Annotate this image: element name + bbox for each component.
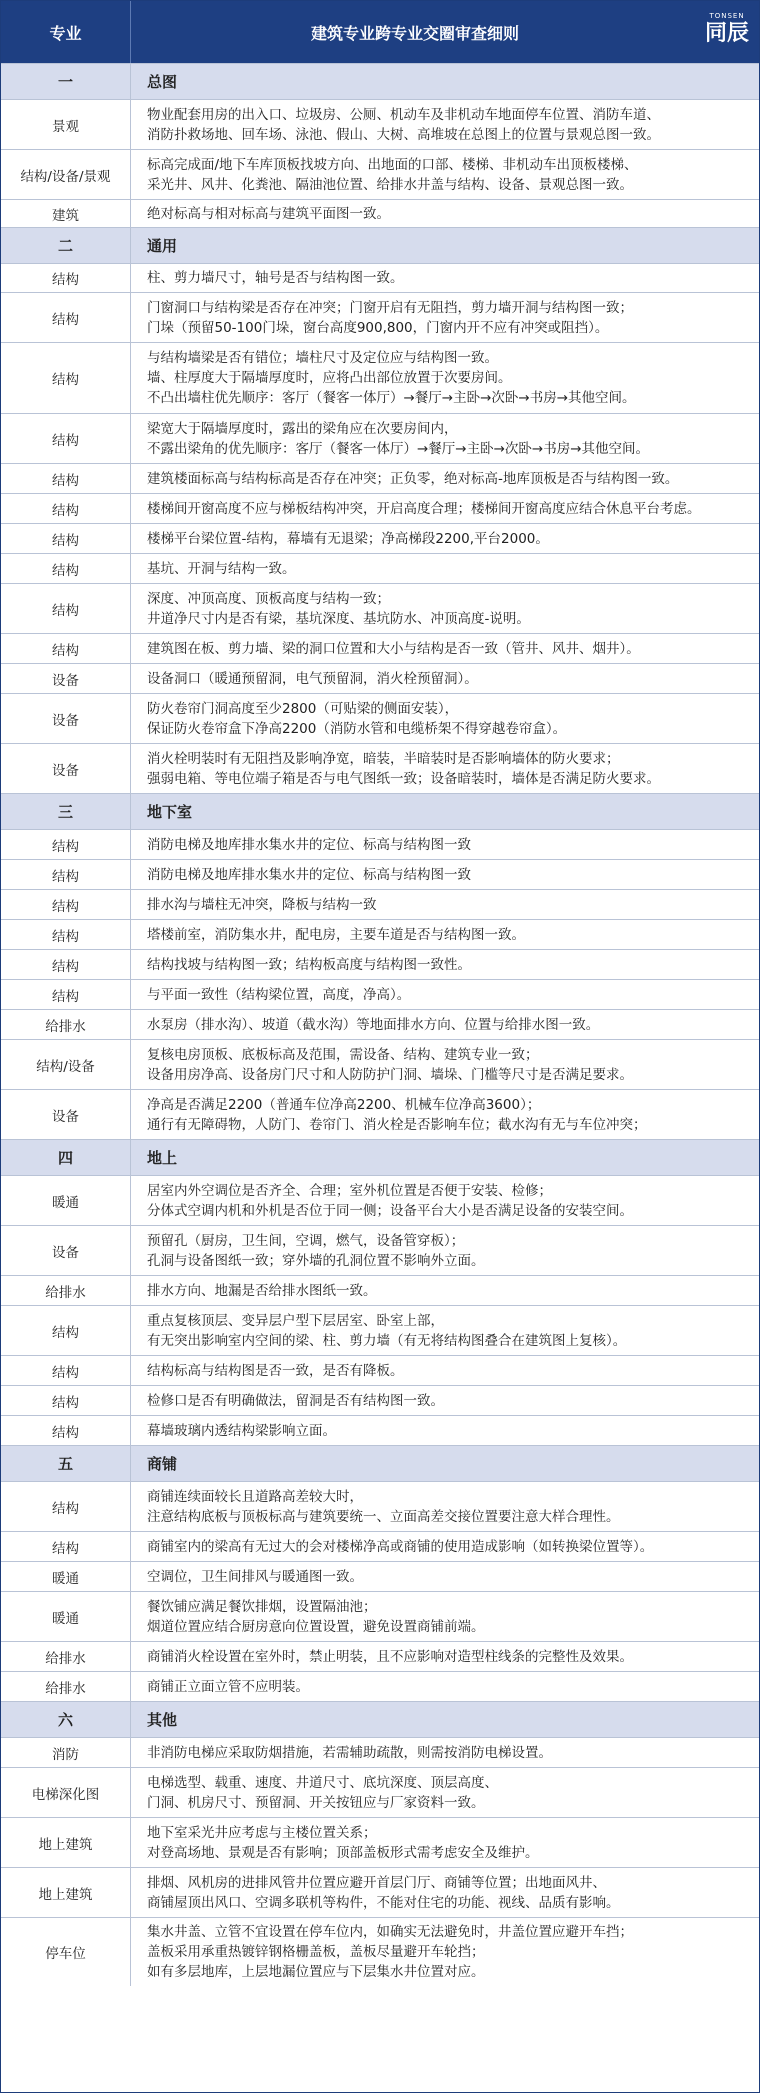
discipline-cell: 设备	[1, 744, 131, 793]
requirement-line: 其他	[147, 1710, 178, 1729]
requirement-line: 通用	[147, 236, 178, 255]
table-row	[1, 263, 759, 292]
table-row	[1, 1481, 759, 1531]
requirement-line: 防火卷帘门洞高度至少2800（可贴梁的侧面安装），	[147, 700, 459, 717]
discipline-cell: 结构	[1, 980, 131, 1009]
requirement-line: 总图	[147, 72, 178, 91]
discipline-cell: 电梯深化图	[1, 1768, 131, 1817]
discipline-cell: 给排水	[1, 1010, 131, 1039]
requirement-line: 重点复核顶层、变异层户型下层居室、卧室上部，	[147, 1312, 444, 1329]
discipline-cell: 结构	[1, 554, 131, 583]
requirement-line: 门窗洞口与结构梁是否存在冲突；门窗开启有无阻挡，剪力墙开洞与结构图一致；	[147, 299, 633, 316]
requirement-line: 塔楼前室，消防集水井，配电房，主要车道是否与结构图一致。	[147, 926, 525, 943]
table-row	[1, 553, 759, 583]
requirement-cell	[131, 1532, 759, 1561]
requirement-cell	[131, 950, 759, 979]
discipline-cell: 结构	[1, 1356, 131, 1385]
requirement-line: 标高完成面/地下车库顶板找坡方向、出地面的口部、楼梯、非机动车出顶板楼梯、	[147, 156, 638, 173]
table-row	[1, 292, 759, 342]
section-title	[131, 1140, 759, 1175]
section-title	[131, 64, 759, 99]
requirement-line: 如有多层地库，上层地漏位置应与下层集水井位置对应。	[147, 1964, 485, 1980]
table-row	[1, 829, 759, 859]
requirement-line: 地上	[147, 1148, 178, 1167]
section-row	[1, 227, 759, 263]
table-row	[1, 583, 759, 633]
requirement-cell	[131, 1868, 759, 1917]
requirement-cell	[131, 1738, 759, 1767]
section-row	[1, 1139, 759, 1175]
requirement-cell	[131, 1386, 759, 1415]
discipline-cell: 暖通	[1, 1176, 131, 1225]
requirement-line: 与平面一致性（结构梁位置，高度，净高）。	[147, 986, 411, 1003]
discipline-cell: 结构	[1, 1416, 131, 1445]
requirement-line: 净高是否满足2200（普通车位净高2200、机械车位净高3600）；	[147, 1096, 541, 1113]
requirement-line: 地下室	[147, 802, 193, 821]
requirement-line: 对登高场地、景观是否有影响；顶部盖板形式需考虑安全及维护。	[147, 1844, 539, 1861]
requirement-line: 物业配套用房的出入口、垃圾房、公厕、机动车及非机动车地面停车位置、消防车道、	[147, 106, 660, 123]
table-row	[1, 523, 759, 553]
requirement-line: 结构找坡与结构图一致；结构板高度与结构图一致性。	[147, 956, 471, 973]
requirement-cell	[131, 1010, 759, 1039]
requirement-line: 设备用房净高、设备房门尺寸和人防防护门洞、墙垛、门槛等尺寸是否满足要求。	[147, 1066, 633, 1083]
discipline-cell: 景观	[1, 100, 131, 149]
table-row	[1, 493, 759, 523]
requirement-line: 烟道位置应结合厨房意向位置设置，避免设置商铺前端。	[147, 1618, 485, 1635]
requirement-cell	[131, 100, 759, 149]
requirement-line: 深度、冲顶高度、顶板高度与结构一致；	[147, 590, 390, 607]
table-row	[1, 1817, 759, 1867]
requirement-line: 非消防电梯应采取防烟措施，若需辅助疏散，则需按消防电梯设置。	[147, 1744, 552, 1761]
discipline-cell: 结构	[1, 494, 131, 523]
requirement-line: 商铺屋顶出风口、空调多联机等构件，不能对住宅的功能、视线、品质有影响。	[147, 1894, 620, 1911]
discipline-cell: 结构	[1, 464, 131, 493]
requirement-cell	[131, 554, 759, 583]
discipline-cell: 结构	[1, 920, 131, 949]
requirement-line: 商铺连续面较长且道路高差较大时，	[147, 1488, 363, 1505]
requirement-line: 设备洞口（暖通预留洞，电气预留洞，消火栓预留洞）。	[147, 670, 478, 687]
table-row	[1, 889, 759, 919]
requirement-cell	[131, 343, 759, 413]
discipline-cell: 地上建筑	[1, 1868, 131, 1917]
discipline-cell: 设备	[1, 1090, 131, 1139]
requirement-line: 商铺	[147, 1454, 178, 1473]
requirement-line: 商铺正立面立管不应明装。	[147, 1678, 309, 1695]
discipline-cell: 结构	[1, 1306, 131, 1355]
discipline-cell: 结构	[1, 1482, 131, 1531]
requirement-line: 盖板采用承重热镀锌钢格栅盖板，盖板尽量避开车轮挡；	[147, 1944, 485, 1960]
requirement-cell	[131, 1642, 759, 1671]
table-row	[1, 199, 759, 227]
header-discipline: 专业	[1, 1, 131, 63]
section-title	[131, 1446, 759, 1481]
requirement-line: 消防电梯及地库排水集水井的定位、标高与结构图一致	[147, 866, 471, 883]
table-row	[1, 1275, 759, 1305]
requirement-line: 复核电房顶板、底板标高及范围，需设备、结构、建筑专业一致；	[147, 1046, 539, 1063]
requirement-cell	[131, 264, 759, 292]
requirement-cell	[131, 414, 759, 463]
table-row	[1, 693, 759, 743]
logo-cn: 同辰	[704, 21, 749, 46]
section-title	[131, 794, 759, 829]
table-row	[1, 1531, 759, 1561]
discipline-cell: 结构	[1, 950, 131, 979]
table-row	[1, 149, 759, 199]
discipline-cell: 设备	[1, 1226, 131, 1275]
section-number: 一	[1, 64, 131, 99]
requirement-line: 梁宽大于隔墙厚度时，露出的梁角应在次要房间内，	[147, 420, 458, 437]
table-body	[1, 63, 759, 1986]
discipline-cell: 地上建筑	[1, 1818, 131, 1867]
discipline-cell: 结构	[1, 584, 131, 633]
discipline-cell: 结构	[1, 830, 131, 859]
discipline-cell: 设备	[1, 694, 131, 743]
requirement-cell	[131, 920, 759, 949]
table-row	[1, 1415, 759, 1445]
requirement-cell	[131, 1040, 759, 1089]
section-title	[131, 228, 759, 263]
section-number: 四	[1, 1140, 131, 1175]
requirement-cell	[131, 980, 759, 1009]
requirement-line: 绝对标高与相对标高与建筑平面图一致。	[147, 205, 390, 222]
discipline-cell: 停车位	[1, 1918, 131, 1986]
requirement-line: 商铺消火栓设置在室外时，禁止明装，且不应影响对造型柱线条的完整性及效果。	[147, 1648, 633, 1665]
requirement-line: 墙、柱厚度大于隔墙厚度时，应将凸出部位放置于次要房间。	[147, 370, 512, 386]
requirement-line: 强弱电箱、等电位端子箱是否与电气图纸一致；设备暗装时，墙体是否满足防火要求。	[147, 770, 660, 787]
requirement-line: 不凸出墙柱优先顺序：客厅（餐客一体厅）→餐厅→主卧→次卧→书房→其他空间。	[147, 390, 636, 406]
requirement-line: 电梯选型、载重、速度、井道尺寸、底坑深度、顶层高度、	[147, 1774, 498, 1791]
table-row	[1, 463, 759, 493]
requirement-cell	[131, 1818, 759, 1867]
discipline-cell: 结构	[1, 1532, 131, 1561]
table-row	[1, 979, 759, 1009]
requirement-cell	[131, 830, 759, 859]
table-row	[1, 949, 759, 979]
table-row	[1, 1591, 759, 1641]
table-row	[1, 1767, 759, 1817]
discipline-cell: 建筑	[1, 200, 131, 227]
requirement-line: 孔洞与设备图纸一致；穿外墙的孔洞位置不影响外立面。	[147, 1252, 485, 1269]
requirement-cell	[131, 150, 759, 199]
requirement-line: 消防电梯及地库排水集水井的定位、标高与结构图一致	[147, 836, 471, 853]
requirement-line: 排烟、风机房的进排风管井位置应避开首层门厅、商铺等位置；出地面风井、	[147, 1874, 606, 1891]
table-row	[1, 1641, 759, 1671]
requirement-line: 基坑、开洞与结构一致。	[147, 560, 296, 577]
table-row	[1, 1917, 759, 1986]
requirement-line: 空调位，卫生间排风与暖通图一致。	[147, 1568, 363, 1585]
section-row	[1, 1701, 759, 1737]
requirement-line: 水泵房（排水沟）、坡道（截水沟）等地面排水方向、位置与给排水图一致。	[147, 1016, 600, 1033]
requirement-line: 柱、剪力墙尺寸，轴号是否与结构图一致。	[147, 270, 404, 286]
discipline-cell: 结构	[1, 343, 131, 413]
table-row	[1, 919, 759, 949]
requirement-line: 消火栓明装时有无阻挡及影响净宽，暗装，半暗装时是否影响墙体的防火要求；	[147, 750, 620, 767]
table-row	[1, 1089, 759, 1139]
table-row	[1, 663, 759, 693]
table-row	[1, 413, 759, 463]
requirement-cell	[131, 1176, 759, 1225]
requirement-line: 不露出梁角的优先顺序：客厅（餐客一体厅）→餐厅→主卧→次卧→书房→其他空间。	[147, 440, 650, 457]
requirement-cell	[131, 1768, 759, 1817]
requirement-cell	[131, 890, 759, 919]
table-row	[1, 859, 759, 889]
requirement-line: 地下室采光井应考虑与主楼位置关系；	[147, 1824, 377, 1841]
requirement-cell	[131, 1306, 759, 1355]
requirement-line: 楼梯间开窗高度不应与梯板结构冲突，开启高度合理；楼梯间开窗高度应结合休息平台考虑。	[147, 500, 701, 517]
table-row	[1, 1305, 759, 1355]
discipline-cell: 结构	[1, 293, 131, 342]
table-row	[1, 1009, 759, 1039]
requirement-cell	[131, 524, 759, 553]
discipline-cell: 结构	[1, 264, 131, 292]
requirement-cell	[131, 494, 759, 523]
discipline-cell: 结构/设备/景观	[1, 150, 131, 199]
requirement-line: 井道净尺寸内是否有梁，基坑深度、基坑防水、冲顶高度-说明。	[147, 610, 530, 627]
discipline-cell: 暖通	[1, 1562, 131, 1591]
requirement-cell	[131, 200, 759, 227]
tonsen-logo	[703, 11, 751, 47]
discipline-cell: 消防	[1, 1738, 131, 1767]
table-header	[1, 1, 759, 63]
requirement-cell	[131, 293, 759, 342]
table-row	[1, 1867, 759, 1917]
discipline-cell: 设备	[1, 664, 131, 693]
table-row	[1, 1039, 759, 1089]
section-row	[1, 793, 759, 829]
discipline-cell: 给排水	[1, 1276, 131, 1305]
table-row	[1, 743, 759, 793]
table-row	[1, 1671, 759, 1701]
requirement-line: 通行有无障碍物，人防门、卷帘门、消火栓是否影响车位；截水沟有无与车位冲突；	[147, 1116, 647, 1133]
requirement-line: 保证防火卷帘盒下净高2200（消防水管和电缆桥架不得穿越卷帘盒）。	[147, 720, 567, 737]
requirement-cell	[131, 1226, 759, 1275]
requirement-line: 预留孔（厨房，卫生间，空调，燃气，设备管穿板）；	[147, 1232, 465, 1249]
section-number: 三	[1, 794, 131, 829]
table-row	[1, 633, 759, 663]
requirement-cell	[131, 1356, 759, 1385]
requirement-cell	[131, 664, 759, 693]
requirement-line: 结构标高与结构图是否一致，是否有降板。	[147, 1362, 404, 1379]
section-row	[1, 63, 759, 99]
section-row	[1, 1445, 759, 1481]
requirement-line: 建筑楼面标高与结构标高是否存在冲突；正负零，绝对标高-地库顶板是否与结构图一致。	[147, 470, 679, 487]
requirement-cell	[131, 1090, 759, 1139]
section-number: 二	[1, 228, 131, 263]
section-number: 六	[1, 1702, 131, 1737]
requirement-cell	[131, 744, 759, 793]
table-row	[1, 1737, 759, 1767]
requirement-line: 排水方向、地漏是否给排水图纸一致。	[147, 1282, 377, 1299]
requirement-line: 门垛（预留50-100门垛，窗台高度900,800，门窗内开不应有冲突或阻挡）。	[147, 319, 609, 336]
requirement-cell	[131, 1918, 759, 1986]
requirement-cell	[131, 1592, 759, 1641]
requirement-line: 居室内外空调位是否齐全、合理；室外机位置是否便于安装、检修；	[147, 1182, 552, 1199]
requirement-cell	[131, 1482, 759, 1531]
discipline-cell: 结构	[1, 414, 131, 463]
section-title	[131, 1702, 759, 1737]
discipline-cell: 结构/设备	[1, 1040, 131, 1089]
requirement-cell	[131, 694, 759, 743]
table-row	[1, 1175, 759, 1225]
section-number: 五	[1, 1446, 131, 1481]
requirement-line: 消防扑救场地、回车场、泳池、假山、大树、高堆坡在总图上的位置与景观总图一致。	[147, 126, 660, 143]
requirement-cell	[131, 1672, 759, 1701]
requirement-cell	[131, 1276, 759, 1305]
requirement-line: 幕墙玻璃内透结构梁影响立面。	[147, 1422, 336, 1439]
table-row	[1, 342, 759, 413]
header-title: 建筑专业跨专业交圈审查细则	[310, 23, 519, 43]
requirement-cell	[131, 1562, 759, 1591]
discipline-cell: 给排水	[1, 1672, 131, 1701]
discipline-cell: 暖通	[1, 1592, 131, 1641]
requirement-cell	[131, 584, 759, 633]
requirement-cell	[131, 860, 759, 889]
requirement-line: 集水井盖、立管不宜设置在停车位内，如确实无法避免时，井盖位置应避开车挡；	[147, 1924, 633, 1940]
requirement-cell	[131, 1416, 759, 1445]
table-row	[1, 1225, 759, 1275]
logo-en: TONSEN	[709, 12, 745, 20]
requirement-cell	[131, 634, 759, 663]
table-row	[1, 1385, 759, 1415]
requirement-line: 采光井、风井、化粪池、隔油池位置、给排水井盖与结构、设备、景观总图一致。	[147, 176, 633, 193]
discipline-cell: 结构	[1, 634, 131, 663]
requirement-line: 餐饮铺应满足餐饮排烟，设置隔油池；	[147, 1598, 377, 1615]
discipline-cell: 给排水	[1, 1642, 131, 1671]
table-row	[1, 1561, 759, 1591]
discipline-cell: 结构	[1, 524, 131, 553]
requirement-line: 门洞、机房尺寸、预留洞、开关按钮应与厂家资料一致。	[147, 1794, 485, 1811]
discipline-cell: 结构	[1, 860, 131, 889]
table-row	[1, 99, 759, 149]
table-row	[1, 1355, 759, 1385]
requirement-line: 分体式空调内机和外机是否位于同一侧；设备平台大小是否满足设备的安装空间。	[147, 1202, 633, 1219]
requirement-line: 与结构墙梁是否有错位；墙柱尺寸及定位应与结构图一致。	[147, 350, 498, 366]
discipline-cell: 结构	[1, 890, 131, 919]
requirement-line: 有无突出影响室内空间的梁、柱、剪力墙（有无将结构图叠合在建筑图上复核）。	[147, 1332, 627, 1349]
requirement-line: 检修口是否有明确做法，留洞是否有结构图一致。	[147, 1392, 444, 1409]
requirement-line: 楼梯平台梁位置-结构，幕墙有无退梁；净高梯段2200,平台2000。	[147, 530, 549, 547]
requirement-line: 建筑图在板、剪力墙、梁的洞口位置和大小与结构是否一致（管井、风井、烟井）。	[147, 640, 640, 657]
requirement-line: 排水沟与墙柱无冲突，降板与结构一致	[147, 896, 377, 913]
discipline-cell: 结构	[1, 1386, 131, 1415]
requirement-line: 商铺室内的梁高有无过大的会对楼梯净高或商铺的使用造成影响（如转换梁位置等）。	[147, 1538, 654, 1555]
requirement-line: 注意结构底板与顶板标高与建筑要统一、立面高差交接位置要注意大样合理性。	[147, 1508, 620, 1525]
requirement-cell	[131, 464, 759, 493]
